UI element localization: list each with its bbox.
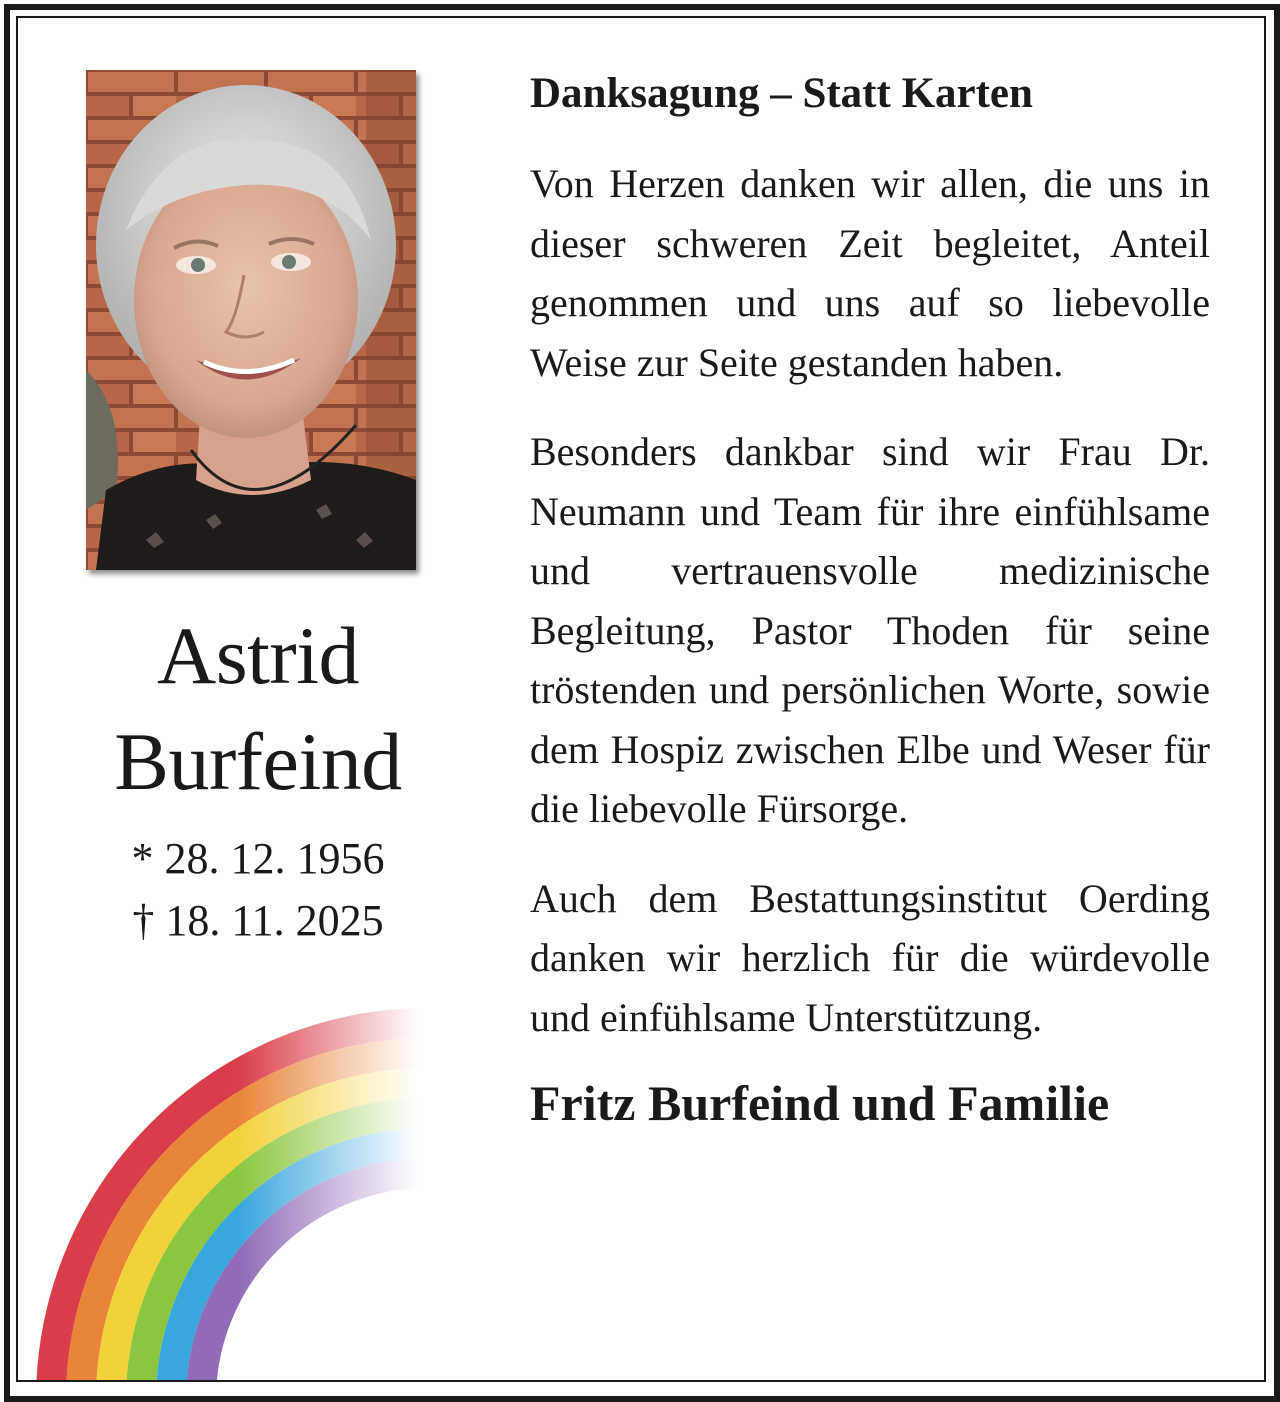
birth-date: * 28. 12. 1956 <box>131 834 385 883</box>
paragraph-medical-thanks: Besonders dankbar sind wir Frau Dr. Neumann und Team für ihre einfühlsame und vertrauensvolle medizinische Begleitung, Pastor Thoden für seine tröstenden und persönlichen Worte, sowie dem Hospiz zwischen Elbe und Weser für die liebevolle Fürsorge. <box>530 429 1210 831</box>
paragraph-thanks: Von Herzen danken wir allen, die uns in dieser schweren Zeit begleitet, Anteil genommen und uns auf so liebevolle Weise zur Seite gestanden haben. <box>530 161 1210 385</box>
notice-card <box>16 16 1266 1382</box>
life-dates <box>38 828 478 952</box>
paragraph-funeral-thanks: Auch dem Bestattungsinstitut Oerding danken wir herzlich für die würdevolle und einfühlsame Unterstützung. <box>530 875 1210 1040</box>
family-signature: Fritz Burfeind und Familie <box>530 1075 1110 1131</box>
portrait-photo <box>86 70 416 570</box>
deceased-first-name: Astrid <box>157 610 359 701</box>
portrait-column <box>18 18 498 1380</box>
deceased-last-name: Burfeind <box>114 716 402 807</box>
text-column <box>530 68 1210 1133</box>
death-date: † 18. 11. 2025 <box>132 896 384 945</box>
rainbow-illustration <box>18 990 418 1380</box>
notice-heading: Danksagung – Statt Karten <box>530 70 1033 117</box>
